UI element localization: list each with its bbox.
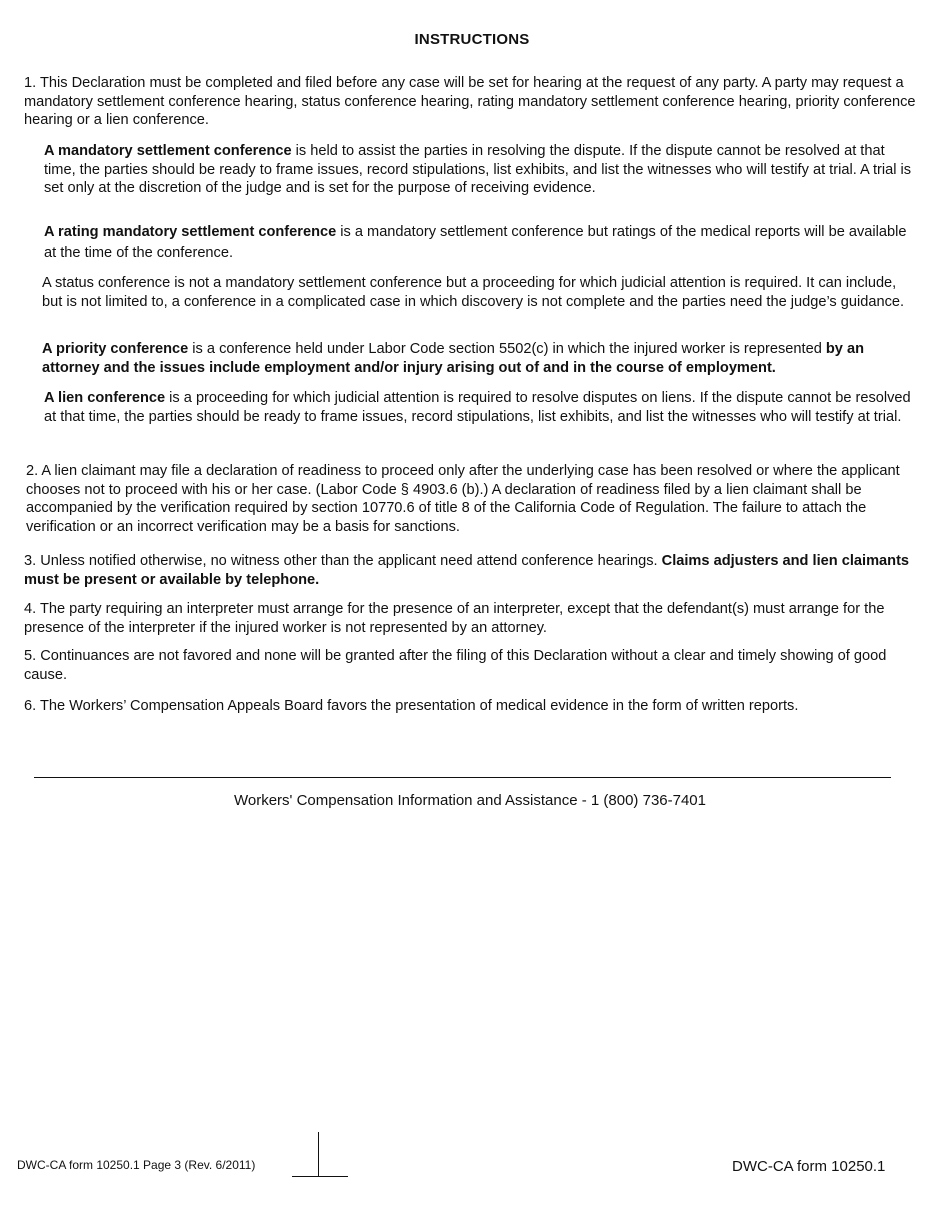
instruction-4-text: 4. The party requiring an interpreter must arrange for the presence of an interpreter, except that the defendant(s) must arrange for the presence of the interpreter if the injured worker is not represented by an attorney. bbox=[24, 601, 885, 636]
priority-conference-bold-tail: by an attorney and the issues include employment and/or injury arising out of and in the course of employment. bbox=[42, 341, 864, 376]
page-title: INSTRUCTIONS bbox=[414, 31, 530, 48]
fold-mark-horizontal bbox=[292, 1176, 348, 1177]
mandatory-settlement-conference-paragraph bbox=[44, 142, 920, 198]
mandatory-settlement-conference-text: is held to assist the parties in resolving the dispute. If the dispute cannot be resolved at that time, the parties should be ready to frame issues, record stipulations, list exhibits, and list the witnesses who will testify at trial. A trial is set only at the discretion of the judge and is set for the purpose of receiving evidence. bbox=[44, 143, 912, 197]
instruction-3-bold-tail: Claims adjusters and lien claimants must be present or available by telephone. bbox=[24, 553, 910, 588]
status-conference-paragraph bbox=[42, 274, 918, 311]
instruction-5-text: 5. Continuances are not favored and none will be granted after the filing of this Declaration without a clear and timely showing of good cause. bbox=[24, 648, 887, 683]
rating-msc-text: is a mandatory settlement conference but ratings of the medical reports will be available at the time of the conference. bbox=[44, 224, 907, 261]
instruction-2-text: 2. A lien claimant may file a declaration of readiness to proceed only after the underlying case has been resolved or where the applicant chooses not to proceed with his or her case. (Labor Code § 4903.6 (b).) A declaration of readiness filed by a lien claimant shall be accompanied by the verification required by section 10770.6 of title 8 of the California Code of Regulation. The failure to attach the verification or an incorrect verification may be a basis for sanctions. bbox=[26, 463, 900, 535]
instruction-1 bbox=[24, 74, 920, 130]
instruction-1-text: 1. This Declaration must be completed and filed before any case will be set for hearing at the request of any party. A party may request a mandatory settlement conference hearing, status conference hearing, rating mandatory settlement conference hearing, priority conference hearing or a lien conference. bbox=[24, 75, 916, 129]
instruction-6 bbox=[24, 697, 924, 716]
instruction-3-text: 3. Unless notified otherwise, no witness other than the applicant need attend conference hearings. bbox=[24, 553, 662, 569]
lien-conference-paragraph bbox=[44, 389, 914, 426]
footer-form-id: DWC-CA form 10250.1 bbox=[732, 1158, 886, 1175]
mandatory-settlement-conference-term: A mandatory settlement conference bbox=[44, 143, 292, 159]
instruction-5 bbox=[24, 647, 916, 684]
priority-conference-term: A priority conference bbox=[42, 341, 189, 357]
priority-conference-text: is a conference held under Labor Code section 5502(c) in which the injured worker is represented bbox=[188, 341, 826, 357]
status-conference-text: A status conference is not a mandatory settlement conference but a proceeding for which judicial attention is required. It can include, but is not limited to, a conference in a complicated case in which discovery is not complete and the parties need the judge’s guidance. bbox=[42, 275, 905, 310]
lien-conference-term: A lien conference bbox=[44, 390, 166, 406]
priority-conference-paragraph bbox=[42, 340, 924, 377]
instruction-3 bbox=[24, 552, 914, 589]
divider-line bbox=[34, 777, 891, 778]
rating-msc-term: A rating mandatory settlement conference bbox=[44, 224, 337, 240]
fold-mark-vertical bbox=[318, 1132, 319, 1177]
rating-msc-paragraph bbox=[44, 222, 920, 264]
lien-conference-text: is a proceeding for which judicial attention is required to resolve disputes on liens. If the dispute cannot be resolved at that time, the parties should be ready to frame issues, record stipulations, list exhibits, and list the witnesses who will testify at trial. bbox=[44, 390, 911, 425]
instruction-2 bbox=[26, 462, 918, 536]
assistance-info-line: Workers' Compensation Information and Assistance - 1 (800) 736-7401 bbox=[233, 792, 706, 809]
instruction-4 bbox=[24, 600, 922, 637]
instruction-6-text: 6. The Workers’ Compensation Appeals Board favors the presentation of medical evidence in the form of written reports. bbox=[24, 698, 799, 714]
footer-form-page-label: DWC-CA form 10250.1 Page 3 (Rev. 6/2011) bbox=[17, 1158, 256, 1172]
